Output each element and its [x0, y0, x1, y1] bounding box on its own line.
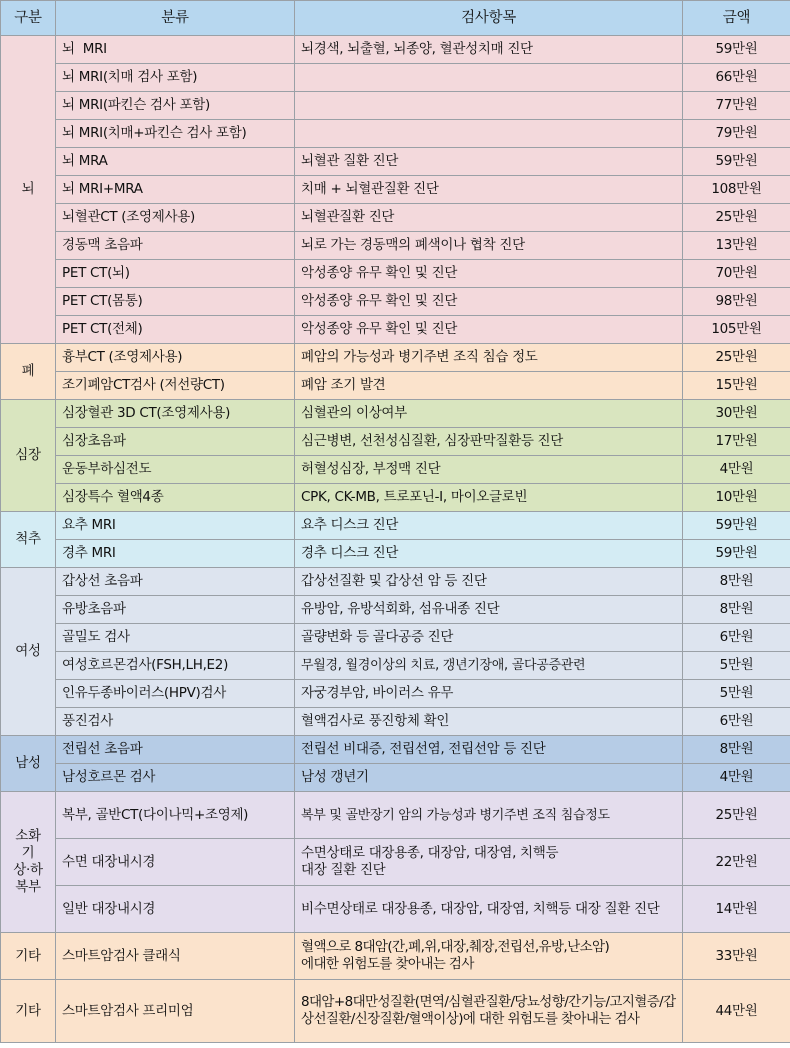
row-detail: 남성 갱년기 [295, 764, 683, 792]
table-row [1, 92, 790, 120]
row-name: 운동부하심전도 [56, 456, 295, 484]
row-detail: 골량변화 등 골다공증 진단 [295, 624, 683, 652]
row-price: 59만원 [683, 512, 790, 540]
row-name: 여성호르몬검사(FSH,LH,E2) [56, 652, 295, 680]
table-row [1, 456, 790, 484]
row-price: 66만원 [683, 64, 790, 92]
row-detail: 복부 및 골반장기 암의 가능성과 병기주변 조직 침습정도 [295, 792, 683, 839]
table-row [1, 568, 790, 596]
row-price: 30만원 [683, 400, 790, 428]
row-name: 전립선 초음파 [56, 736, 295, 764]
row-detail: 악성종양 유무 확인 및 진단 [295, 316, 683, 344]
row-detail: 혈액으로 8대암(간,폐,위,대장,췌장,전립선,유방,난소암) 에대한 위험도를 찾아내는 검사 [295, 933, 683, 980]
row-name: 스마트암검사 클래식 [56, 933, 295, 980]
row-price: 4만원 [683, 456, 790, 484]
row-price: 17만원 [683, 428, 790, 456]
row-name: 복부, 골반CT(다이나믹+조영제) [56, 792, 295, 839]
row-name: 경추 MRI [56, 540, 295, 568]
header-items: 검사항목 [295, 1, 683, 36]
table-row [1, 148, 790, 176]
row-price: 10만원 [683, 484, 790, 512]
row-price: 6만원 [683, 708, 790, 736]
row-price: 4만원 [683, 764, 790, 792]
row-price: 5만원 [683, 652, 790, 680]
table-row [1, 232, 790, 260]
row-detail: 혈액검사로 풍진항체 확인 [295, 708, 683, 736]
row-name: 인유두종바이러스(HPV)검사 [56, 680, 295, 708]
row-name: 스마트암검사 프리미엄 [56, 980, 295, 1043]
row-name: 심장초음파 [56, 428, 295, 456]
table-row [1, 400, 790, 428]
row-name: 풍진검사 [56, 708, 295, 736]
table-row [1, 736, 790, 764]
row-price: 14만원 [683, 886, 790, 933]
row-name: PET CT(뇌) [56, 260, 295, 288]
row-detail: 비수면상태로 대장용종, 대장암, 대장염, 치핵등 대장 질환 진단 [295, 886, 683, 933]
row-detail: 폐암의 가능성과 병기주변 조직 침습 정도 [295, 344, 683, 372]
row-name: 심장특수 혈액4종 [56, 484, 295, 512]
row-name: 뇌혈관CT (조영제사용) [56, 204, 295, 232]
row-price: 22만원 [683, 839, 790, 886]
table-row [1, 512, 790, 540]
table-row [1, 344, 790, 372]
table-row [1, 36, 790, 64]
group-brain: 뇌 [1, 36, 56, 344]
row-price: 6만원 [683, 624, 790, 652]
row-name: 흉부CT (조영제사용) [56, 344, 295, 372]
row-price: 15만원 [683, 372, 790, 400]
group-lung: 폐 [1, 344, 56, 400]
row-name: 유방초음파 [56, 596, 295, 624]
row-detail: 뇌혈관질환 진단 [295, 204, 683, 232]
row-price: 70만원 [683, 260, 790, 288]
table-row [1, 372, 790, 400]
table-row [1, 316, 790, 344]
table-row [1, 64, 790, 92]
table-row [1, 624, 790, 652]
group-spine: 척추 [1, 512, 56, 568]
row-name: 뇌 MRI(치매+파킨슨 검사 포함) [56, 120, 295, 148]
header-price: 금액 [683, 1, 790, 36]
row-detail [295, 92, 683, 120]
table-row [1, 680, 790, 708]
row-detail: CPK, CK-MB, 트로포닌-I, 마이오글로빈 [295, 484, 683, 512]
table-row [1, 933, 790, 980]
row-price: 59만원 [683, 148, 790, 176]
row-detail: 심혈관의 이상여부 [295, 400, 683, 428]
table-row [1, 596, 790, 624]
row-name: 뇌 MRI(치매 검사 포함) [56, 64, 295, 92]
row-detail: 악성종양 유무 확인 및 진단 [295, 288, 683, 316]
row-name: 골밀도 검사 [56, 624, 295, 652]
row-name: 뇌 MRI+MRA [56, 176, 295, 204]
row-price: 105만원 [683, 316, 790, 344]
group-etc: 기타 [1, 933, 56, 980]
row-price: 5만원 [683, 680, 790, 708]
row-detail: 심근병변, 선천성심질환, 심장판막질환등 진단 [295, 428, 683, 456]
row-price: 33만원 [683, 933, 790, 980]
row-price: 98만원 [683, 288, 790, 316]
group-digestive: 소화 기 상·하 복부 [1, 792, 56, 933]
table-row [1, 839, 790, 886]
row-price: 25만원 [683, 204, 790, 232]
row-name: PET CT(몸통) [56, 288, 295, 316]
table-header-row [1, 1, 790, 36]
table-row [1, 260, 790, 288]
row-detail: 허혈성심장, 부정맥 진단 [295, 456, 683, 484]
row-detail: 경추 디스크 진단 [295, 540, 683, 568]
row-price: 44만원 [683, 980, 790, 1043]
group-male: 남성 [1, 736, 56, 792]
table-row [1, 176, 790, 204]
row-name: 요추 MRI [56, 512, 295, 540]
row-name: PET CT(전체) [56, 316, 295, 344]
row-price: 13만원 [683, 232, 790, 260]
row-detail: 자궁경부암, 바이러스 유무 [295, 680, 683, 708]
row-detail: 뇌로 가는 경동맥의 폐색이나 협착 진단 [295, 232, 683, 260]
group-heart: 심장 [1, 400, 56, 512]
row-detail: 폐암 조기 발견 [295, 372, 683, 400]
group-female: 여성 [1, 568, 56, 736]
row-name: 일반 대장내시경 [56, 886, 295, 933]
row-detail: 수면상태로 대장용종, 대장암, 대장염, 치핵등 대장 질환 진단 [295, 839, 683, 886]
row-price: 108만원 [683, 176, 790, 204]
row-detail: 치매 + 뇌혈관질환 진단 [295, 176, 683, 204]
row-name: 뇌 MRA [56, 148, 295, 176]
table-row [1, 980, 790, 1043]
row-name: 뇌 MRI [56, 36, 295, 64]
row-name: 남성호르몬 검사 [56, 764, 295, 792]
group-etc: 기타 [1, 980, 56, 1043]
row-detail: 요추 디스크 진단 [295, 512, 683, 540]
header-classification: 분류 [56, 1, 295, 36]
row-detail: 갑상선질환 및 갑상선 암 등 진단 [295, 568, 683, 596]
row-detail: 뇌경색, 뇌출혈, 뇌종양, 혈관성치매 진단 [295, 36, 683, 64]
row-price: 8만원 [683, 736, 790, 764]
header-category: 구분 [1, 1, 56, 36]
row-name: 경동맥 초음파 [56, 232, 295, 260]
row-name: 심장혈관 3D CT(조영제사용) [56, 400, 295, 428]
row-price: 25만원 [683, 792, 790, 839]
row-price: 59만원 [683, 540, 790, 568]
table-row [1, 886, 790, 933]
row-detail [295, 120, 683, 148]
table-row [1, 204, 790, 232]
row-name: 수면 대장내시경 [56, 839, 295, 886]
table-row [1, 484, 790, 512]
table-row [1, 288, 790, 316]
row-detail: 전립선 비대증, 전립선염, 전립선암 등 진단 [295, 736, 683, 764]
table-row [1, 764, 790, 792]
row-detail [295, 64, 683, 92]
table-row [1, 792, 790, 839]
row-price: 79만원 [683, 120, 790, 148]
table-row [1, 428, 790, 456]
row-detail: 8대암+8대만성질환(면역/심혈관질환/당뇨성향/간기능/고지혈증/갑상선질환/신장질환/혈액이상)에 대한 위험도를 찾아내는 검사 [295, 980, 683, 1043]
row-name: 갑상선 초음파 [56, 568, 295, 596]
row-price: 25만원 [683, 344, 790, 372]
row-price: 77만원 [683, 92, 790, 120]
row-price: 59만원 [683, 36, 790, 64]
row-price: 8만원 [683, 568, 790, 596]
row-name: 뇌 MRI(파킨슨 검사 포함) [56, 92, 295, 120]
row-detail: 뇌혈관 질환 진단 [295, 148, 683, 176]
table-row [1, 652, 790, 680]
row-detail: 악성종양 유무 확인 및 진단 [295, 260, 683, 288]
row-detail: 무월경, 월경이상의 치료, 갱년기장애, 골다공증관련 [295, 652, 683, 680]
row-detail: 유방암, 유방석회화, 섬유내종 진단 [295, 596, 683, 624]
row-name: 조기폐암CT검사 (저선량CT) [56, 372, 295, 400]
table-row [1, 120, 790, 148]
table-row [1, 708, 790, 736]
row-price: 8만원 [683, 596, 790, 624]
table-row [1, 540, 790, 568]
